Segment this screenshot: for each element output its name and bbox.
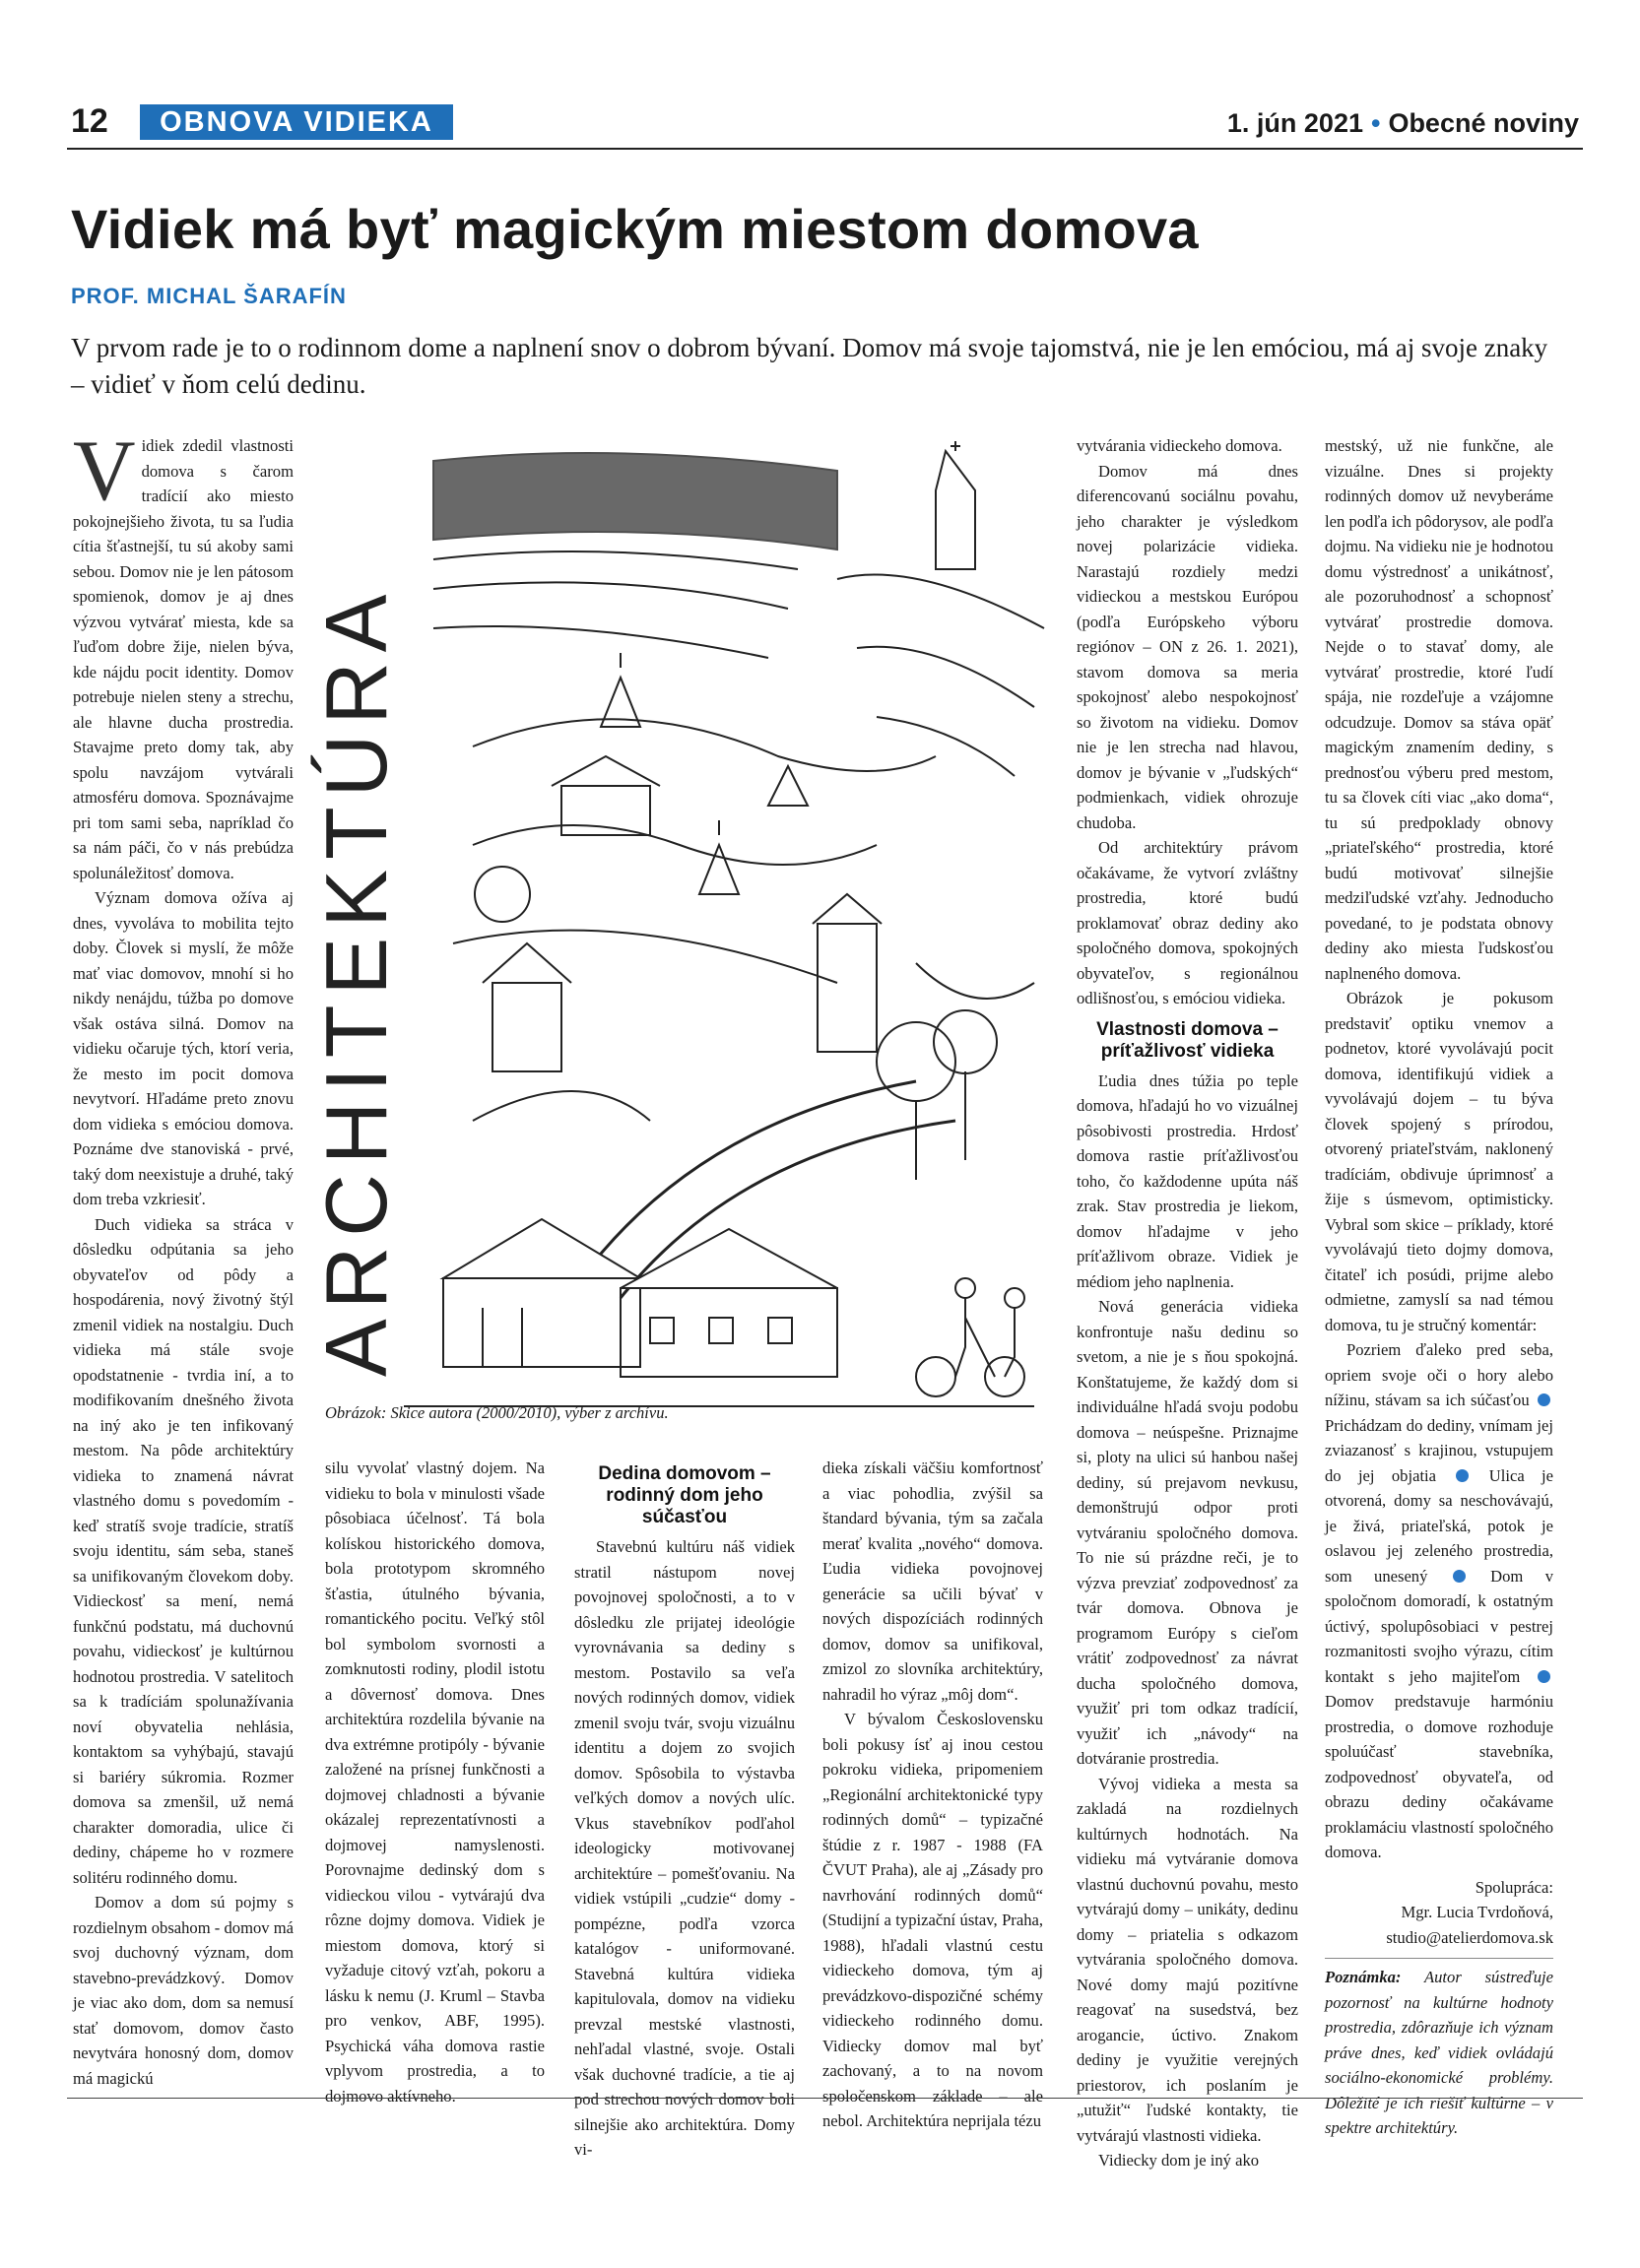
paragraph: Stavebnú kultúru náš vidiek stratil nástupom novej povojnovej spoločnosti, a to v dôsledku zle prijatej ideológie vyrovnávania sa dediny s mestom. Postavilo sa veľa nových rodinných domov, vidiek zmenil svoju tvár, svoju vizuálnu identitu a dojem zo svojich domov. Spôsobila to výstavba veľkých domov a nových ulíc. Vkus stavebníkov podľahol ideologicky motivovanej architektúre – pomešťovaniu. Na vidiek vstúpili „cudzie“ domy - pompézne, podľa vzorca katalógov - uniformované. Stavebná kultúra vidieka kapitulovala, domov na vidieku prevzal mestské vlastnosti, nehľadal vlastné, svoje. Ostali však duchovné tradície, a tie aj pod strechou nových domov boli silnejšie ako architektúra. Domy vi- bbox=[574, 1537, 795, 2159]
issue-date: 1. jún 2021 bbox=[1226, 108, 1363, 138]
subheading: Vlastnosti domova – príťažlivosť vidieka bbox=[1096, 1018, 1279, 1062]
paragraph: Domov má dnes diferencovanú sociálnu povahu, jeho charakter je výsledkom novej polarizácie vidieka. Narastajú rozdiely medzi vidieckou a mestskou Európou (podľa Európskeho výboru regiónov – ON z 26. 1. 2021), stavom domova sa meria spokojnosť alebo nespokojnosť so životom na vidieku. Domov nie je len strecha nad hlavou, domov je bývanie v „ľudských“ podmienkach, vidiek ohrozuje chudoba. bbox=[1077, 461, 1298, 832]
column-5 bbox=[1077, 433, 1298, 2173]
paragraph: Ľudia dnes túžia po teple domova, hľadajú ho vo vizuálnej pôsobivosti prostredia. Hrdosť domova rastie príťažlivosťou toho, čo každodenne upúta náš zrak. Stav prostredia je liekom, domov hľadajme v jeho príťažlivom obraze. Vidiek je médiom jeho naplnenia. bbox=[1077, 1070, 1298, 1291]
page-number: 12 bbox=[71, 102, 108, 140]
column-2 bbox=[325, 1456, 545, 2108]
illustration-caption: Obrázok: Skice autora (2000/2010), výber z archívu. bbox=[325, 1403, 669, 1422]
paragraph: mestský, už nie funkčne, ale vizuálne. Dnes si projekty rodinných domov už nevyberáme len podľa ich pôdorysov, ale podľa dojmu. Na vidieku nie je hodnotou domu výstrednosť a unikátnosť, ale pozoruhodnosť a schopnosť vytvárať prostredie domova. Nejde o to stavať domy, ale vytvárať prostredie, ktoré ľudí spája, nie rozdeľuje a vzájomne odcudzuje. Domov sa stáva opäť magickým znamením dediny, s prednosťou výberu pred mestom, tu sa človek cíti viac „ako doma“, tu sú predpoklady obnovy „priateľského“ prostredia, ktoré budú motivovať silnejšie medziľudské vzťahy. Jednoducho povedané, to je podstata obnovy dediny ako miesta ľudskosťou naplneného domova. bbox=[1325, 436, 1553, 983]
paragraph: Vývoj vidieka a mesta sa zakladá na rozdielnych kultúrnych hodnotách. Na vidieku má vytváranie domova vlastnú duchovnú povahu, mesto vytvárajú domy – unikáty, dedinu domy – priatelia s odkazom vytvárania spoločného domova. Nové domy majú pozitívne reagovať na susedstvá, bez arogancie, úctivo. Znakom dediny je využitie verejných priestorov, ich poslaním je „utužiť“ ľudské kontakty, tie vytvárajú vlastnosti vidieka. bbox=[1077, 1774, 1298, 2145]
paragraph: Význam domova ožíva aj dnes, vyvoláva to mobilita tejto doby. Človek si myslí, že môže mať viac domovov, mnohí si ho nikdy nenájdu, túžba po domove však ostáva silná. Domov na vidieku očaruje tých, ktorí veria, že mesto im pocit domova nevytvorí. Hľadáme preto znovu dom vidieka s emóciou domova. Poznáme dve stanoviská - prvé, taký dom neexistuje a druhé, taký dom treba vzkriesiť. bbox=[73, 888, 294, 1208]
paragraph: vytvárania vidieckeho domova. bbox=[1077, 436, 1282, 455]
email-link[interactable]: studio@atelierdomova.sk bbox=[1386, 1927, 1553, 1947]
article-lead: V prvom rade je to o rodinnom dome a naplnení snov o dobrom bývaní. Domov má svoje tajomstvá, nie je len emóciou, má aj svoje znaky – vidieť v ňom celú dedinu. bbox=[71, 333, 1548, 399]
publication-name: Obecné noviny bbox=[1388, 108, 1579, 138]
paragraph: Duch vidieka sa stráca v dôsledku odpútania sa jeho obyvateľov od pôdy a hospodárenia, nový životný štýl zmenil vidiek na nostalgiu. Duch vidieka má stále svoje opodstatnenie - tvrdia iní, a to modifikovaním dnešného života na iný ako je ten infikovaný mestom. Na pôde architektúry vidieka to znamená návrat vlastného domu s povedomím - keď stratíš svoje tradície, stratíš svoju identitu, sám seba, staneš sa unifikovaným človekom doby. Vidieckosť sa mení, nemá funkčnú podstatu, má duchovnú povahu, vidieckosť je kultúrnou hodnotou prostredia. V satelitoch sa k tradíciám spolunažívania noví obyvatelia nehlásia, kontaktom sa vyhýbajú, stavajú si bariéry súkromia. Rozmer domova sa zmenšil, už nemá charakter domoradia, ulice či dediny, chápeme ho v rozmere solitéru rodinného domu. bbox=[73, 1214, 294, 1887]
author-note: Poznámka: Autor sústreďuje pozornosť na kultúrne hodnoty prostredia, zdôrazňuje ich význam práve dnes, keď vidiek ovládajú sociálno-ekonomické problémy. Dôležité je ich riešiť kultúrne – v spektre architektúry. bbox=[1325, 1958, 1553, 2141]
column-4 bbox=[822, 1456, 1043, 2134]
bullet-icon bbox=[1453, 1570, 1466, 1583]
bullet-icon bbox=[1538, 1670, 1550, 1683]
author-byline: PROF. MICHAL ŠARAFÍN bbox=[71, 284, 347, 308]
article-title: Vidiek má byť magickým miestom domova bbox=[71, 198, 1199, 260]
bullet-icon bbox=[1456, 1469, 1469, 1482]
village-sketch-drawing bbox=[307, 431, 1049, 1421]
section-label: OBNOVA VIDIEKA bbox=[140, 104, 453, 140]
paragraph: Od architektúry právom očakávame, že vytvorí zvláštny prostredia, ktoré budú proklamovať obraz dediny ako spoločného domova, spokojných obyvateľov, s regionálnou odlišnosťou, s emóciou vidieka. bbox=[1077, 838, 1298, 1007]
bullet-icon bbox=[1538, 1393, 1550, 1406]
collaboration-credit: Spolupráca: Mgr. Lucia Tvrdoňová, studio@atelierdomova.sk bbox=[1325, 1875, 1553, 1951]
paragraph: silu vyvolať vlastný dojem. Na vidieku to bola v minulosti všade pôsobiaca účelnosť. Tá bola kolískou historického domova, bola prototypom skromného šťastia, útulného bývania, romantického pocitu. Veľký stôl bol symbolom svornosti a zomknutosti rodiny, plodil istotu a dôvernosť domova. Dnes architektúra rozdelila bývanie na dva extrémne protipóly - bývanie založené na prísnej funkčnosti a dojmovej chladnosti a bývanie okázalej reprezentatívnosti a dojmovej namyslenosti. Porovnajme dedinský dom s vidieckou vilou - vytvárajú dva rôzne dojmy domova. Vidiek je miestom domova, ktorý si vyžaduje citový vzťah, pokoru a lásku k nemu (J. Kruml – Stavba pro venkov, ABF, 1995). Psychická váha domova rastie vplyvom prostredia, a to dojmovo aktívneho. bbox=[325, 1458, 545, 2106]
paragraph: Vidiek zdedil vlastnosti domova s čarom tradícií ako miesto pokojnejšieho života, tu sa ľudia cítia šťastnejší, tu sú akoby sami sebou. Domov nie je len pátosom spomienok, domov je aj dnes výzvou vytvárať miesta, kde sa ľuďom dobre žije, nielen býva, kde nájdu pocit identity. Domov potrebuje nielen steny a strechu, ale hlavne ducha prostredia. Stavajme preto domy tak, aby spolu navzájom vytvárali atmosféru domova. Spoznávajme pri tom sami seba, napríklad čo sa nám páči, čo v nás prebúdza spolunáležitosť domova. bbox=[73, 423, 294, 882]
subheading: Dedina domovom – rodinný dom jeho súčasťou bbox=[598, 1463, 771, 1527]
paragraph: Vidiecky dom je iný ako bbox=[1098, 2151, 1260, 2170]
paragraph: Domov a dom sú pojmy s rozdielnym obsahom - domov má svoj duchovný význam, dom stavebno-prevádzkový. Domov je viac ako dom, dom sa nemusí stať domovom, domov často nevytvára honosný dom, domov má magickú bbox=[73, 1893, 294, 2088]
note-label: Poznámka: bbox=[1325, 1968, 1402, 1986]
column-3 bbox=[574, 1456, 795, 2163]
vertical-label: ARCHITEKTÚRA bbox=[307, 584, 405, 1377]
separator: • bbox=[1370, 108, 1381, 138]
paragraph: Pozriem ďaleko pred seba, opriem svoje oči o hory alebo nížinu, stávam sa ich súčasťou Prichádzam do dediny, vnímam jej zviazanosť s krajinou, vstupujem do jej objatia Ulica je otvorená, domy sa neschovávajú, je živá, priateľská, potok je oslavou jej zeleného prostredia, som unesený Dom v spoločnom domoradí, k ostatným úctivý, spolupôsobiaci v pestrej rozmanitosti svojho výrazu, cítim kontakt s jeho majiteľom Domov predstavuje harmóniu prostredia, o domove rozhoduje spoluúčasť stavebníka, zodpovednosť obyvateľa, od obrazu dediny očakávame proklamáciu vlastností spoločného domova. bbox=[1325, 1340, 1554, 1861]
footer-rule bbox=[67, 2098, 1583, 2099]
column-6 bbox=[1325, 433, 1553, 2141]
column-1 bbox=[73, 423, 294, 2091]
sketch-illustration bbox=[307, 431, 1049, 1421]
paragraph: dieka získali väčšiu komfortnosť a viac pohodlia, zvýšil sa štandard bývania, tým sa začala merať kvalita „nového“ domova. Ľudia vidieka povojnovej generácie sa učili bývať v nových dispozíciách rodinných domov, domov sa unifikoval, zmizol zo slovníka architektúry, nahradil ho výraz „môj dom“. bbox=[822, 1458, 1043, 1704]
drop-cap: V bbox=[73, 423, 136, 519]
issue-info bbox=[1227, 108, 1579, 139]
paragraph: Nová generácia vidieka konfrontuje našu dedinu so svetom, a nie je s ňou spokojná. Konštatujeme, že každý dom si individuálne hľadá svoju podobu domova – neúspešne. Priznajme si, ploty na ulici sú hanbou našej dediny, sú prejavom nevkusu, demonštrujú odpor proti vytváraniu spoločného domova. To nie sú prázdne reči, je to výzva prevziať zodpovednosť za tvár domova. Obnova je programom Európy s cieľom vrátiť zodpovednosť za návrat ducha spoločného domova, využiť pri tom odkaz tradícií, využiť ich „návody“ na dotváranie prostredia. bbox=[1077, 1297, 1298, 1768]
paragraph: V bývalom Československu boli pokusy ísť aj inou cestou pokroku vidieka, pripomeniem „Regionální architektonické typy rodinných domů“ – typizačné štúdie z r. 1987 - 1988 (FA ČVUT Praha), ale aj „Zásady pro navrhování rodinných domů“ (Studijní a typizační ústav, Praha, 1988), hľadali vlastnú cestu vidieckeho domova, tým aj prevádzkovo-dispozičné schémy vidieckeho rodinného domu. Vidiecky domov mal byť zachovaný, a to na novom spoločenskom základe – ale nebol. Architektúra neprijala tézu bbox=[822, 1710, 1043, 2130]
paragraph: Obrázok je pokusom predstaviť optiku vnemov a podnetov, ktoré vyvolávajú pocit domova, identifikujú vidiek a vyvolávajú dojem – tu býva človek spojený s prírodou, otvorený priateľstvám, naklonený tradíciám, obdivuje úprimnosť a žije s úsmevom, optimisticky. Vybral som skice – príklady, ktoré vyvolávajú tieto dojmy domova, čitateľ ich posúdi, prijme alebo odmietne, zamyslí sa nad témou domova, tu je stručný komentár: bbox=[1325, 989, 1553, 1334]
header-rule bbox=[67, 148, 1583, 150]
